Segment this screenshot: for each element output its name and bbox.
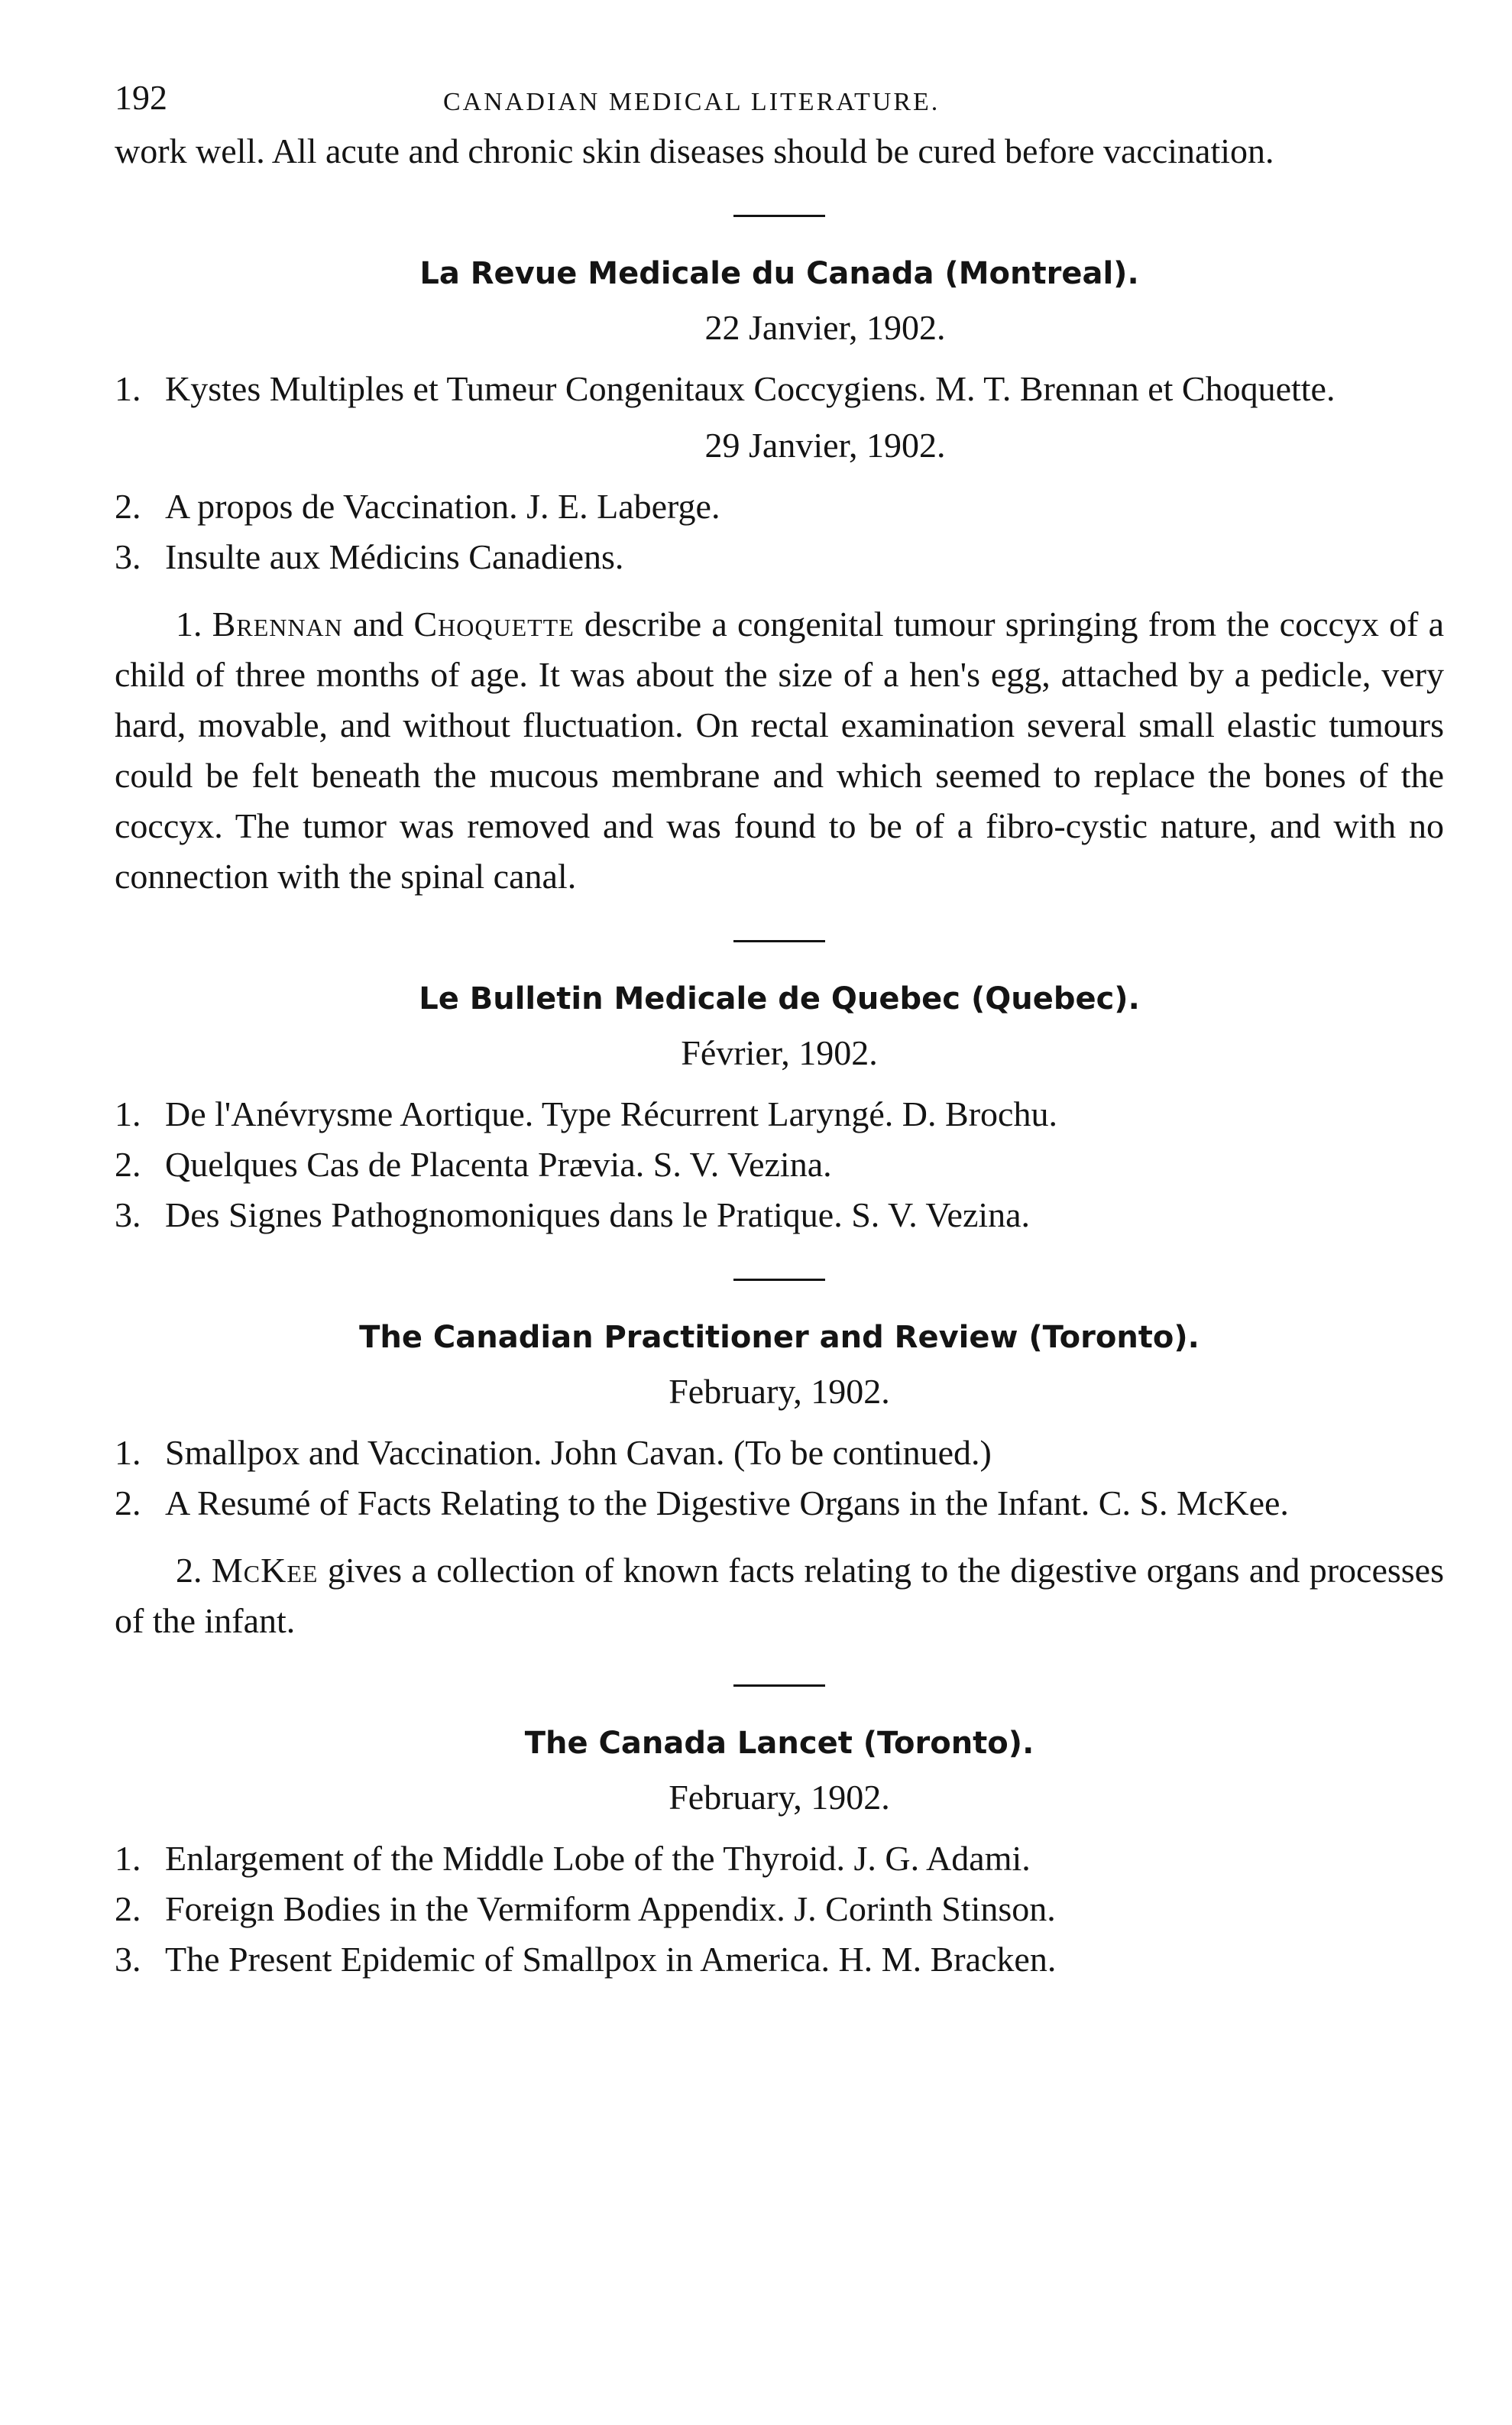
journal-title: La Revue Medicale du Canada (Montreal). bbox=[419, 256, 1139, 291]
journal-title: The Canadian Practitioner and Review (Toronto). bbox=[359, 1320, 1200, 1355]
intro-paragraph: work well. All acute and chronic skin diseases should be cured before vaccination. bbox=[115, 131, 1274, 170]
section-divider bbox=[733, 1279, 825, 1281]
list-item: 1. De l'Anévrysme Aortique. Type Récurrent Laryngé. D. Brochu. bbox=[115, 1094, 1057, 1133]
journal-section bbox=[115, 1720, 1444, 1985]
page-header bbox=[115, 73, 1444, 126]
journal-title: The Canada Lancet (Toronto). bbox=[524, 1726, 1034, 1761]
page-number: 192 bbox=[115, 78, 167, 117]
section-divider bbox=[733, 215, 825, 217]
issue-date: Février, 1902. bbox=[681, 1033, 878, 1072]
list-item: 3. Insulte aux Médicins Canadiens. bbox=[115, 537, 624, 576]
article-list bbox=[115, 1089, 1444, 1240]
issue-date: February, 1902. bbox=[669, 1778, 890, 1817]
list-item: 2. Foreign Bodies in the Vermiform Appendix. J. Corinth Stinson. bbox=[115, 1889, 1056, 1928]
list-item: 1. Enlargement of the Middle Lobe of the Thyroid. J. G. Adami. bbox=[115, 1839, 1031, 1878]
list-item: 3. The Present Epidemic of Smallpox in America. H. M. Bracken. bbox=[115, 1940, 1057, 1979]
running-head: CANADIAN MEDICAL LITERATURE. bbox=[443, 88, 941, 116]
list-item: 2. Quelques Cas de Placenta Prævia. S. V. Vezina. bbox=[115, 1145, 832, 1184]
section-divider bbox=[733, 1684, 825, 1687]
issue-date: February, 1902. bbox=[669, 1372, 890, 1411]
article-list bbox=[115, 481, 1444, 582]
article-summary: 1. Brennan and Choquette describe a congenital tumour springing from the coccyx of a child of three months of age. It was about the size of a hen's egg, attached by a pedicle, very hard, movable, and without fluctuation. On rectal examination several small elastic tumours could be felt beneath the mucous membrane and which seemed to replace the bones of the coccyx. The tumor was removed and was found to be of a fibro-cystic nature, and with no connection with the spinal canal. bbox=[115, 605, 1444, 896]
issue-date: 22 Janvier, 1902. bbox=[704, 308, 946, 347]
book-page bbox=[115, 73, 1444, 1985]
article-summary: 2. McKee gives a collection of known facts relating to the digestive organs and processes of the infant. bbox=[115, 1551, 1444, 1640]
article-list bbox=[115, 1833, 1444, 1985]
list-item: 1. Smallpox and Vaccination. John Cavan. (To be continued.) bbox=[115, 1433, 992, 1472]
article-list bbox=[115, 1428, 1444, 1529]
list-item: 1. Kystes Multiples et Tumeur Congenitaux Coccygiens. M. T. Brennan et Choquette. bbox=[115, 369, 1336, 408]
journal-section bbox=[115, 1315, 1444, 1646]
list-item: 2. A Resumé of Facts Relating to the Digestive Organs in the Infant. C. S. McKee. bbox=[115, 1483, 1289, 1522]
issue-date: 29 Janvier, 1902. bbox=[704, 426, 946, 465]
list-item: 3. Des Signes Pathognomoniques dans le Pratique. S. V. Vezina. bbox=[115, 1195, 1031, 1234]
section-divider bbox=[733, 940, 825, 942]
list-item: 2. A propos de Vaccination. J. E. Laberge. bbox=[115, 487, 720, 526]
journal-section bbox=[115, 976, 1444, 1240]
journal-section bbox=[115, 251, 1444, 902]
article-list bbox=[115, 364, 1444, 414]
journal-title: Le Bulletin Medicale de Quebec (Quebec). bbox=[419, 981, 1140, 1016]
